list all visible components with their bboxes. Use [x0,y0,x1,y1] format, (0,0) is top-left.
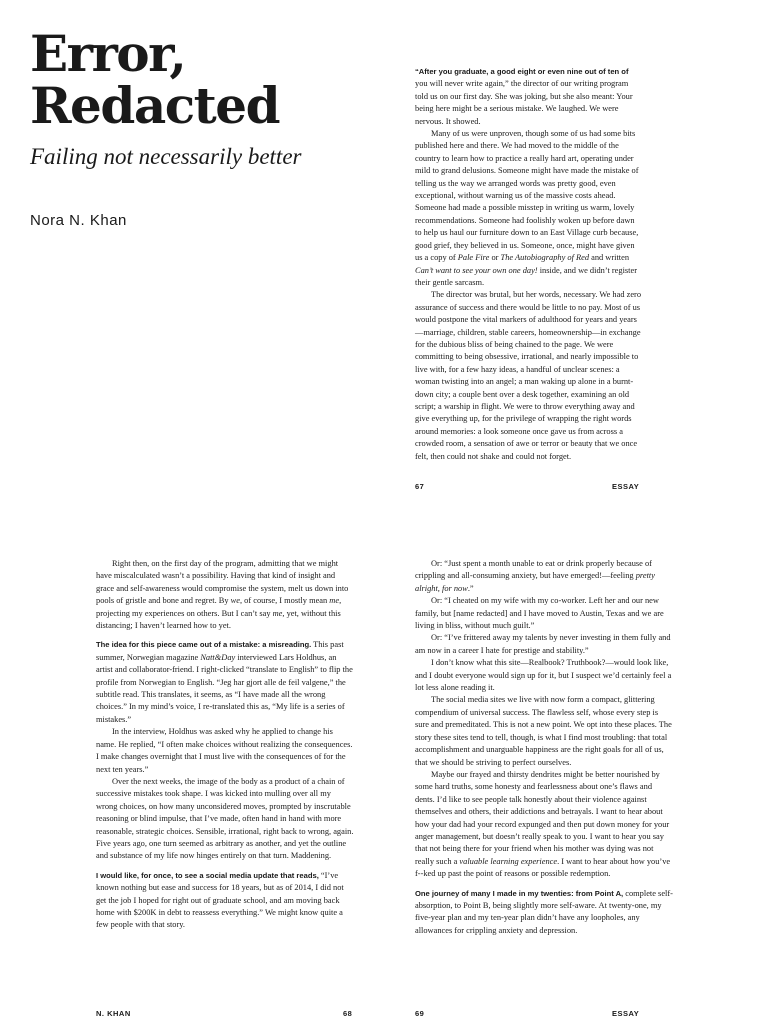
page-number: 69 [415,1009,425,1018]
paragraph: I would like, for once, to see a social media update that reads, “I’ve known nothing but ease and success for 18 years, but as of 2014, I did not get the job I hoped for right out of graduate school, and am moving back home with $200K in debt to reassess everything.” We might know quite a few people with that story. [96,870,344,930]
lead-in: The idea for this piece came out of a mistake: a misreading. [96,640,312,650]
article-title: Error, Redacted [30,24,280,135]
page-number: 68 [343,1009,353,1018]
paragraph: Or: “I cheated on my wife with my co-worker. Left her and our new family, but [name redacted] and I have moved to Austin, Texas and we are living in bliss, without much guilt.” [415,596,664,631]
paragraph: Right then, on the first day of the program, admitting that we might have miscalculated wasn’t a possibility. Having that kind of insight and grace and self-awareness would compromise the system, melt us down into pools of gristle and bone and regret. By we, of course, I mostly mean me, projecting my experiences on others. But I can’t say me, yet, without this distancing; I haven’t learned how to yet. [96,559,349,631]
paragraph: Over the next weeks, the image of the body as a product of a chain of successive mistakes took shape. I was kicked into mulling over all my wrong choices, on how many unconsidered moves, prompted by inscrutable reasoning or blind impulse, that I’ve made, often hand in hand with more reasonable, strategic choices. Sensible, irrational, right back to wrong, again. Five years ago, one turn seemed as arbitrary as another, and yet the outline and substance of my life now hinges entirely on that turn. Maddening. [96,776,354,861]
paragraph: One journey of many I made in my twenties: from Point A, complete self-absorption, to Point B, being slightly more self-aware. At twenty-one, my five-year plan and my ten-year plan didn’t have any loopholes, any allowances for crippling anxiety and depression. [415,888,673,935]
paragraph: “After you graduate, a good eight or even nine out of ten of you will never write again,” the director of our writing program told us on our first day. She was joking, but she also meant: Your being here might be a serious mistake. We laughed. We were nervous. It showed. [415,67,633,126]
page-number: 67 [415,482,425,491]
paragraph: In the interview, Holdhus was asked why he applied to change his name. He replied, “I often make choices without realizing the consequences. I make changes overnight that I must live with the consequences of for the next ten years.” [96,727,353,774]
page-69-column [415,558,673,937]
paragraph: The idea for this piece came out of a mistake: a misreading. This past summer, Norwegian magazine Natt&Day interviewed Lars Holdhus, an artist and collaborator-friend. I right-clicked “translate to English” to flip the profile from Norwegian to English. “Jeg har gjort alle de feil valgene,” the subtitle read. This translates, it seems, as “I have made all the wrong choices.” In my mind’s voice, I re-translated this as, “My life is a series of mistakes.” [96,640,353,724]
article-subtitle: Failing not necessarily better [30,144,302,169]
paragraph: Or: “I’ve frittered away my talents by never investing in them fully and am now in a career I hate for prestige and stability.” [415,633,671,655]
section-label: ESSAY [612,1009,640,1018]
section-label: N. KHAN [96,1009,131,1018]
paragraph: Or: “Just spent a month unable to eat or drink properly because of crippling and all-consuming anxiety, but have emerged!—feeling pretty alright, for now.” [415,559,655,593]
page-67-column [415,66,643,463]
lead-in: One journey of many I made in my twenties: from Point A, [415,888,624,898]
section-label: ESSAY [612,482,640,491]
lead-in: “After you graduate, a good eight or even nine out of ten of [415,67,629,76]
paragraph: The director was brutal, but her words, necessary. We had zero assurance of success and there would be little to no pay. Most of us would postpone the vital markers of adulthood for years and years—marriage, children, stable careers, homeownership—in exchange for the dubious bliss of being chained to the page. We were committing to being obsessive, irrational, and nearly impossible to live with, for a few hazy ideas, a handful of unclear scenes: a woman twisting into an angel; a man waking up alone in a burnt-down city; a couple bent over a desk together, examining an old script; a warship in flight. We were to throw everything away and give everything up, for the privilege of wrapping the right words around memories: a look someone once gave us from across a crowded room, a sensation of awe or terror or beauty that we once felt, then could not shake and could not forget. [415,290,642,461]
paragraph: Many of us were unproven, though some of us had some bits published here and there. We had moved to the middle of the country to learn how to practice a really hard art, operating under mild to grand delusions. Someone might have made the mistake of telling us the way we arranged words was pretty good, even exceptional, without warning us of the massive costs ahead. Someone had made a possible misstep in writing us warm, lovely recommendations. Someone had foolishly woken up before dawn to help us haul our furniture down to an East Village curb because, good grief, they believed in us. Someone, once, might have given us a copy of Pale Fire or The Autobiography of Red and written Can’t want to see your own one day! inside, and we didn’t register their gentle sarcasm. [415,129,639,287]
lead-in: I would like, for once, to see a social media update that reads, [96,870,319,880]
page-68-column [96,558,354,932]
paragraph: Maybe our frayed and thirsty dendrites might be better nourished by some hard truths, some honesty and fearlessness about one’s flaws and dents. I’d like to see people talk honestly about their violence against themselves and others, their addictions and betrayals. I want to hear about how your dad had your record expunged and then put down money for your anger management, but doesn’t really speak to you. I want to hear you say that not being there for your friend when his mother was dying was not really such a valuable learning experience. I want to hear about how you’ve f--ked up past the point of reasons or possible redemption. [415,769,671,879]
paragraph: The social media sites we live with now form a compact, glittering compendium of universal success. The flawless self, whose every step is sure and premeditated. This is not a new point. We opt into these places. The story these sites tend to tell, though, is what I find most troubling: that total accomplishment and unarguable happiness are the right goals for all of us, that we should be striving to perfect ourselves. [415,695,672,767]
paragraph: I don’t know what this site—Realbook? Truthbook?—would look like, and I doubt everyone would sign up for it, but I suspect we’d certainly feel a lot less alone reading it. [415,658,672,693]
author-name: Nora N. Khan [30,212,127,229]
